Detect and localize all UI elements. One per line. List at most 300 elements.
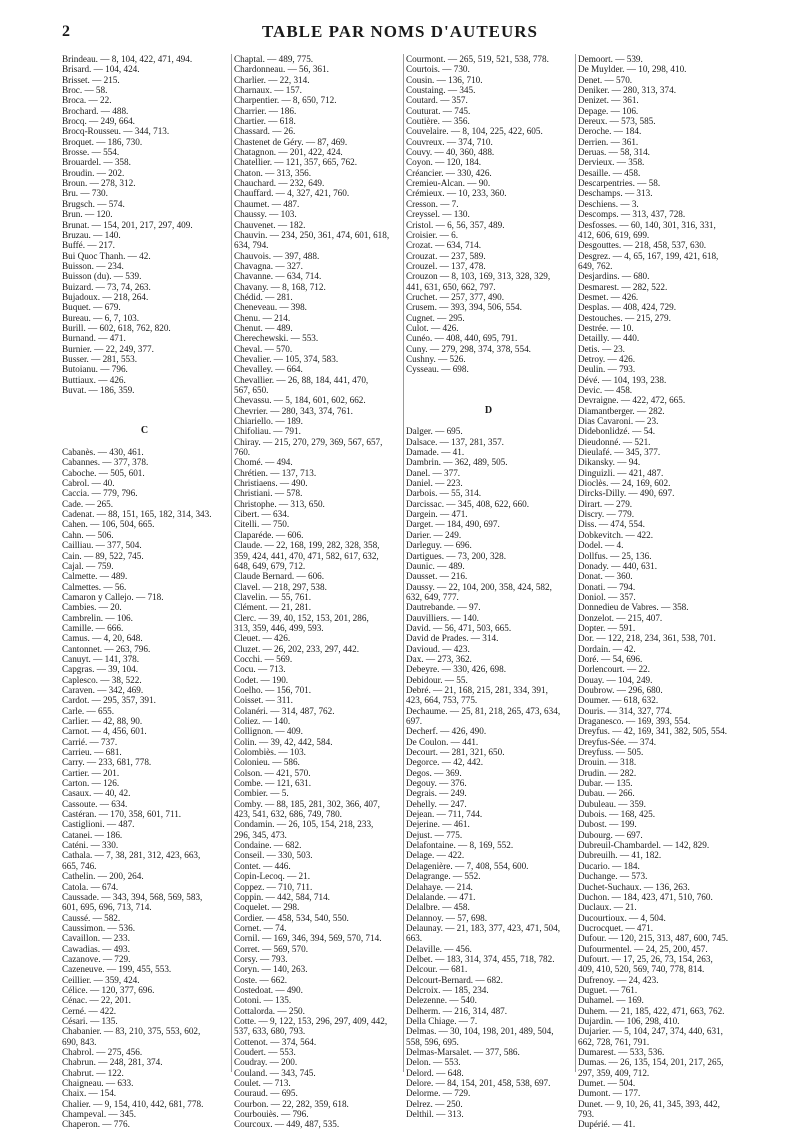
index-entry: Dordain. — 42. xyxy=(578,643,636,654)
section-letter: C xyxy=(140,425,149,437)
index-entry: Couvy. — 40, 360, 488. xyxy=(406,147,495,158)
index-entry: Catanei. — 186. xyxy=(62,829,123,840)
index-entry: Broc. — 58. xyxy=(62,85,108,96)
index-entry: Cabrol. — 40. xyxy=(62,478,115,489)
index-entry: Dévé. — 104, 193, 238. xyxy=(578,374,667,385)
index-entry: Christophe. — 313, 650. xyxy=(234,498,325,509)
index-entry: Dausset. — 216. xyxy=(406,571,468,582)
index-entry: Carton. — 126. xyxy=(62,778,120,789)
index-entry: Denet. — 570. xyxy=(578,74,633,85)
index-entry: Chaumet. — 487. xyxy=(234,198,300,209)
index-entry: Célice. — 120, 377, 696. xyxy=(62,984,155,995)
index-entry: Cahn. — 506. xyxy=(62,529,114,540)
index-entry: Brisard. — 104, 424. xyxy=(62,64,140,75)
index-entry: Ducourtioux. — 4, 504. xyxy=(578,912,666,923)
index-entry: Broca. — 22. xyxy=(62,95,112,106)
index-entry: Brisset. — 215. xyxy=(62,74,120,85)
index-entry: 648, 649, 679, 712. xyxy=(234,560,306,571)
index-entry: Danel. — 377. xyxy=(406,467,461,478)
index-entry: Cottenot. — 374, 564. xyxy=(234,1036,317,1047)
index-entry: Charlier. — 22, 314. xyxy=(234,74,310,85)
index-entry: Chatellier. — 121, 357, 665, 762. xyxy=(234,157,357,168)
index-entry: Cassoute. — 634. xyxy=(62,798,128,809)
index-entry: Bureau. — 6, 7, 103. xyxy=(62,312,140,323)
index-entry: Dunet. — 9, 10, 26, 41, 345, 393, 442, xyxy=(578,1098,720,1109)
index-entry: Chastenet de Géry. — 87, 469. xyxy=(234,136,348,147)
index-entry: Degorce. — 42, 442. xyxy=(406,757,484,768)
index-entry: Cousin. — 136, 710. xyxy=(406,74,483,85)
spacer xyxy=(406,416,571,426)
index-entry: Dollfus. — 25, 136. xyxy=(578,550,652,561)
index-entry: Dioclès. — 24, 169, 602. xyxy=(578,478,671,489)
index-entry: Cotoni. — 135. xyxy=(234,995,292,1006)
index-entry: Brun. — 120. xyxy=(62,209,113,220)
index-entry: Chaptal. — 489, 775. xyxy=(234,54,314,64)
index-entry: Delannoy. — 57, 698. xyxy=(406,912,488,923)
index-entry: Dubreuilh. — 41, 182. xyxy=(578,850,662,861)
index-entry: Claude. — 22, 168, 199, 282, 328, 358, xyxy=(234,540,380,551)
index-entry: Darcissac. — 345, 408, 622, 660. xyxy=(406,498,529,509)
index-entry: 423, 541, 632, 686, 749, 780. xyxy=(234,809,342,820)
index-entry: Cornet. — 74. xyxy=(234,922,287,933)
index-entry: Dufour. — 120, 215, 313, 487, 600, 745. xyxy=(578,933,729,944)
index-entry: Dalsace. — 137, 281, 357. xyxy=(406,436,504,447)
index-entry: Caussé. — 582. xyxy=(62,912,121,923)
spacer xyxy=(406,375,571,385)
index-entry: Cazanove. — 729. xyxy=(62,953,131,964)
index-entry: Calmettes. — 56. xyxy=(62,581,127,592)
index-entry: Deniker. — 280, 313, 374. xyxy=(578,85,676,96)
index-entry: Capgras. — 39, 104. xyxy=(62,664,139,675)
index-entry: Douay. — 104, 249. xyxy=(578,674,653,685)
index-entry: Chauvenet. — 182. xyxy=(234,219,306,230)
index-entry: Burill. — 602, 618, 762, 820. xyxy=(62,322,171,333)
index-entry: Cahen. — 106, 504, 665. xyxy=(62,519,155,530)
index-entry: Delmas-Marsalet. — 377, 586. xyxy=(406,1047,520,1057)
index-entry: Donady. — 440, 631. xyxy=(578,560,658,571)
index-entry: Culot. — 426. xyxy=(406,322,459,333)
index-entry: Brindeau. — 8, 104, 422, 471, 494. xyxy=(62,54,193,64)
index-entry: Carrieu. — 681. xyxy=(62,747,122,758)
index-entry: Buizard. — 73, 74, 263. xyxy=(62,281,151,292)
index-entry: Dikansky. — 94. xyxy=(578,457,641,468)
index-column-4 xyxy=(576,54,748,1130)
index-entry: Carrié. — 737. xyxy=(62,736,118,747)
index-entry: Buvat. — 186, 359. xyxy=(62,385,135,395)
index-entry: Chenut. — 489. xyxy=(234,322,293,333)
index-entry: Cordier. — 458, 534, 540, 550. xyxy=(234,912,349,923)
index-entry: Corret. — 569, 570. xyxy=(234,943,309,954)
spacer xyxy=(406,385,571,395)
index-entry: Coustaing. — 345. xyxy=(406,85,476,96)
index-entry: Courbon. — 22, 282, 359, 618. xyxy=(234,1098,349,1109)
index-column-1 xyxy=(60,54,232,1130)
index-entry: Delbet. — 183, 314, 374, 455, 718, 782. xyxy=(406,953,555,964)
index-entry: Duchon. — 184, 423, 471, 510, 760. xyxy=(578,891,713,902)
index-entry: Dumet. — 504. xyxy=(578,1078,636,1089)
index-entry: Didebonlidzé. — 54. xyxy=(578,426,656,437)
index-entry: Drouin. — 318. xyxy=(578,757,637,768)
index-entry: Darleguy. — 696. xyxy=(406,540,472,551)
index-entry: Cugnet. — 295. xyxy=(406,312,465,323)
index-entry: Cavaillon. — 233. xyxy=(62,933,130,944)
index-entry: Chaigneau. — 633. xyxy=(62,1078,134,1089)
index-entry: Descomps. — 313, 437, 728. xyxy=(578,209,686,220)
index-entry: Dejean. — 711, 744. xyxy=(406,809,483,820)
index-entry: Chabrun. — 248, 281, 374. xyxy=(62,1057,163,1068)
index-entry: Doniol. — 357. xyxy=(578,591,636,602)
index-entry: Coppez. — 710, 711. xyxy=(234,881,313,892)
index-entry: Decherf. — 426, 490. xyxy=(406,726,487,737)
index-entry: 663. xyxy=(406,933,423,944)
index-entry: Chabrol. — 275, 456. xyxy=(62,1047,143,1057)
index-entry: Doumer. — 618, 632. xyxy=(578,695,659,706)
index-entry: Delherm. — 216, 314, 487. xyxy=(406,1005,508,1016)
index-entry: Deroche. — 184. xyxy=(578,126,642,137)
index-entry: Delore. — 84, 154, 201, 458, 538, 697. xyxy=(406,1078,551,1089)
index-entry: Claparéde. — 606. xyxy=(234,529,304,540)
index-entry: Chomé. — 494. xyxy=(234,457,293,468)
index-entry: Coulet. — 713. xyxy=(234,1078,291,1089)
index-entry: Chenu. — 214. xyxy=(234,312,291,323)
index-entry: Delezenne. — 540. xyxy=(406,995,477,1006)
index-entry: Cailliau. — 377, 504. xyxy=(62,540,142,551)
index-entry: Caussimon. — 536. xyxy=(62,922,135,933)
index-entry: Cajal. — 759. xyxy=(62,560,114,571)
index-entry: Coquelet. — 298. xyxy=(234,902,300,913)
index-entry: Charpentier. — 8, 650, 712. xyxy=(234,95,337,106)
index-entry: Dartigues. — 73, 200, 328. xyxy=(406,550,507,561)
index-entry: Charrier. — 186. xyxy=(234,105,297,116)
index-entry: Crozat. — 634, 714. xyxy=(406,240,482,251)
index-entry: Delaville. — 456. xyxy=(406,943,472,954)
index-entry: Dalger. — 695. xyxy=(406,426,463,437)
index-entry: Devraigne. — 422, 472, 665. xyxy=(578,395,686,406)
index-entry: 297, 359, 409, 712. xyxy=(578,1067,650,1078)
index-entry: Demoort. — 539. xyxy=(578,54,643,64)
index-entry: Cotte. — 9, 122, 153, 296, 297, 409, 442, xyxy=(234,1015,388,1026)
index-entry: Duchange. — 573. xyxy=(578,871,648,882)
index-entry: 409, 410, 520, 569, 740, 778, 814. xyxy=(578,964,705,975)
index-entry: Canuyt. — 141, 378. xyxy=(62,653,140,664)
index-entry: Diss. — 474, 554. xyxy=(578,519,645,530)
index-entry: Copin-Lecoq. — 21. xyxy=(234,871,311,882)
index-entry: Donzelot. — 215, 407. xyxy=(578,612,663,623)
index-entry: Degos. — 369. xyxy=(406,767,462,778)
index-entry: Cénac. — 22, 201. xyxy=(62,995,131,1006)
index-entry: Chevrier. — 280, 343, 374, 761. xyxy=(234,405,353,416)
index-entry: Camaron y Callejo. — 718. xyxy=(62,591,164,602)
index-entry: Buisson. — 234. xyxy=(62,260,124,271)
index-entry: Delahaye. — 214. xyxy=(406,881,473,892)
index-entry: Cristol. — 6, 56, 357, 489. xyxy=(406,219,505,230)
index-entry: Coisset. — 311. xyxy=(234,695,293,706)
index-entry: Debidour. — 55. xyxy=(406,674,468,685)
index-entry: Delalande. — 471. xyxy=(406,891,476,902)
index-entry: Colombiès. — 103. xyxy=(234,747,306,758)
index-entry: Cleuet. — 426. xyxy=(234,633,291,644)
index-entry: Busser. — 281, 553. xyxy=(62,353,138,364)
index-entry: 662, 728, 761, 791. xyxy=(578,1036,650,1047)
index-entry: Delalbre. — 458. xyxy=(406,902,470,913)
index-entry: Bruzau. — 140. xyxy=(62,229,121,240)
index-entry: Dor. — 122, 218, 234, 361, 538, 701. xyxy=(578,633,716,644)
index-entry: Chavanne. — 634, 714. xyxy=(234,271,322,282)
index-entry: Delrez. — 250. xyxy=(406,1098,463,1109)
index-entry: Cazeneuve. — 199, 455, 553. xyxy=(62,964,172,975)
index-columns xyxy=(60,54,750,1130)
index-entry: Dieudonné. — 521. xyxy=(578,436,651,447)
index-entry: Citelli. — 750. xyxy=(234,519,290,530)
index-entry: Carle. — 655. xyxy=(62,705,115,716)
index-entry: Corsy. — 793. xyxy=(234,953,288,964)
index-entry: Croisier. — 6. xyxy=(406,229,459,240)
index-entry: Dreyfus-Sée. — 374. xyxy=(578,736,657,747)
index-entry: 296, 345, 473. xyxy=(234,829,287,840)
index-entry: 567, 650. xyxy=(234,385,269,395)
index-entry: David de Prades. — 314. xyxy=(406,633,499,644)
index-entry: Cartier. — 201. xyxy=(62,767,120,778)
index-entry: Cornil. — 169, 346, 394, 569, 570, 714. xyxy=(234,933,382,944)
index-entry: Darier. — 249. xyxy=(406,529,462,540)
index-entry: Couraud. — 695. xyxy=(234,1088,298,1099)
index-entry: Condamin. — 26, 105, 154, 218, 233, xyxy=(234,819,374,830)
index-entry: Desgouttes. — 218, 458, 537, 630. xyxy=(578,240,707,251)
index-entry: De Muylder. — 10, 298, 410. xyxy=(578,64,687,75)
index-entry: Cabanès. — 430, 461. xyxy=(62,447,144,458)
index-entry: Dautrebande. — 97. xyxy=(406,602,481,613)
index-entry: Cruchet. — 257, 377, 490. xyxy=(406,291,504,302)
index-entry: Dieulafé. — 345, 377. xyxy=(578,447,661,458)
index-entry: Clerc. — 39, 40, 152, 153, 201, 286, xyxy=(234,612,369,623)
index-entry: Dubourg. — 697. xyxy=(578,829,643,840)
index-entry: Creyssel. — 130. xyxy=(406,209,470,220)
index-entry: Césari. — 135. xyxy=(62,1015,118,1026)
index-entry: Calmette. — 489. xyxy=(62,571,128,582)
index-entry: Brochard. — 488. xyxy=(62,105,129,116)
index-entry: Christiaens. — 490. xyxy=(234,478,308,489)
index-entry: Dorlencourt. — 22. xyxy=(578,664,650,675)
index-entry: Dujardin. — 106, 298, 410. xyxy=(578,1015,680,1026)
index-entry: Cuny. — 279, 298, 374, 378, 554. xyxy=(406,343,531,354)
index-entry: Cunéo. — 408, 440, 695, 791. xyxy=(406,333,518,344)
index-entry: Debeyre. — 330, 426, 698. xyxy=(406,664,507,675)
index-entry: Deruas. — 58, 314. xyxy=(578,147,650,158)
index-entry: Coste. — 662. xyxy=(234,974,288,985)
index-entry: Dobkevitch. — 422. xyxy=(578,529,654,540)
index-entry: Detroy. — 426. xyxy=(578,353,636,364)
index-entry: Chevalley. — 664. xyxy=(234,364,303,375)
index-entry: Chardonneau. — 56, 361. xyxy=(234,64,329,75)
index-entry: Dreyfus. — 42, 169, 341, 382, 505, 554. xyxy=(578,726,728,737)
index-entry: Dehelly. — 247. xyxy=(406,798,467,809)
index-entry: Brugsch. — 574. xyxy=(62,198,125,209)
index-entry: Delafontaine. — 8, 169, 552. xyxy=(406,840,514,851)
index-entry: Crusem. — 393, 394, 506, 554. xyxy=(406,302,522,313)
index-entry: Delcourt-Bernard. — 682. xyxy=(406,974,503,985)
index-entry: Chevalier. — 105, 374, 583. xyxy=(234,353,339,364)
index-entry: Dufourmentel. — 24, 25, 200, 457. xyxy=(578,943,708,954)
page-title: TABLE PAR NOMS D'AUTEURS xyxy=(261,22,539,41)
index-entry: Discry. — 779. xyxy=(578,509,635,520)
index-entry: Créancier. — 330, 426. xyxy=(406,167,492,178)
index-entry: Chalier. — 9, 154, 410, 442, 681, 778. xyxy=(62,1098,204,1109)
index-entry: Contet. — 446. xyxy=(234,860,291,871)
index-entry: Chatagnon. — 201, 422, 424. xyxy=(234,147,343,158)
index-entry: Desmarest. — 282, 522. xyxy=(578,281,668,292)
index-entry: Dechaume. — 25, 81, 218, 265, 473, 634, xyxy=(406,705,561,716)
index-entry: Clément. — 21, 281. xyxy=(234,602,312,613)
index-entry: Cain. — 89, 522, 745. xyxy=(62,550,144,561)
index-entry: Chauffard. — 4, 327, 421, 760. xyxy=(234,188,350,199)
index-entry: Buffé. — 217. xyxy=(62,240,115,251)
index-entry: Coryn. — 140, 263. xyxy=(234,964,308,975)
index-entry: Cambies. — 20. xyxy=(62,602,122,613)
index-column-3 xyxy=(404,54,576,1120)
index-entry: Delaunay. — 21, 183, 377, 423, 471, 504, xyxy=(406,922,561,933)
index-entry: Delagrange. — 552. xyxy=(406,871,481,882)
index-entry: Dufrenoy. — 24, 423. xyxy=(578,974,659,985)
index-entry: Ducrocquet. — 471. xyxy=(578,922,654,933)
spacer xyxy=(62,406,227,416)
index-entry: Damade. — 41. xyxy=(406,447,465,458)
index-entry: 601, 695, 696, 713, 714. xyxy=(62,902,152,913)
index-entry: Cocchi. — 569. xyxy=(234,653,293,664)
index-entry: Daussy. — 22, 104, 200, 358, 424, 582, xyxy=(406,581,552,592)
index-entry: Christiani. — 578. xyxy=(234,488,303,499)
index-entry: Dubreuil-Chambardel. — 142, 829. xyxy=(578,840,710,851)
index-entry: Dubar. — 135. xyxy=(578,778,633,789)
index-entry: Cade. — 265. xyxy=(62,498,114,509)
index-entry: 558, 596, 695. xyxy=(406,1036,459,1047)
index-entry: Dervieux. — 358. xyxy=(578,157,645,168)
index-entry: Combe. — 121, 631. xyxy=(234,778,312,789)
index-entry: Deschiens. — 3. xyxy=(578,198,639,209)
index-entry: Dumarest. — 533, 536. xyxy=(578,1047,665,1057)
index-entry: Buttiaux. — 426. xyxy=(62,374,126,385)
index-entry: Crouzat. — 237, 589. xyxy=(406,250,486,261)
index-entry: Deschamps. — 313. xyxy=(578,188,653,199)
index-entry: Brosse. — 554. xyxy=(62,147,120,158)
index-entry: Bru. — 730. xyxy=(62,188,108,199)
index-entry: Ceillier. — 359, 424. xyxy=(62,974,140,985)
index-entry: Burnand. — 471. xyxy=(62,333,126,344)
index-entry: Delmas. — 30, 104, 198, 201, 489, 504, xyxy=(406,1026,554,1037)
index-entry: Darbois. — 55, 314. xyxy=(406,488,482,499)
index-entry: Broquet. — 186, 730. xyxy=(62,136,143,147)
spacer xyxy=(62,395,227,405)
index-entry: Coyon. — 120, 184. xyxy=(406,157,482,168)
index-entry: Douris. — 314, 327, 774. xyxy=(578,705,672,716)
index-entry: 537, 633, 680, 793. xyxy=(234,1026,306,1037)
page-number: 2 xyxy=(62,23,70,40)
index-entry: Dubois. — 168, 425. xyxy=(578,809,656,820)
index-entry: Dufourt. — 17, 25, 26, 73, 154, 263, xyxy=(578,953,713,964)
index-entry: Detailly. — 440. xyxy=(578,333,640,344)
index-entry: Colson. — 421, 570. xyxy=(234,767,311,778)
index-entry: Duhem. — 21, 185, 422, 471, 663, 762. xyxy=(578,1005,725,1016)
index-entry: Desjardins. — 680. xyxy=(578,271,650,282)
index-entry: Crouzon — 8, 103, 169, 313, 328, 329, xyxy=(406,271,551,282)
index-entry: Chavany. — 8, 168, 712. xyxy=(234,281,326,292)
index-entry: Camus. — 4, 20, 648. xyxy=(62,633,143,644)
index-entry: Chrétien. — 137, 713. xyxy=(234,467,317,478)
index-entry: Colanéri. — 314, 487, 762. xyxy=(234,705,335,716)
index-entry: Caténi. — 330. xyxy=(62,840,119,851)
index-entry: Cawadias. — 493. xyxy=(62,943,130,954)
index-entry: Coudray. — 200. xyxy=(234,1057,298,1068)
index-entry: 359, 424, 441, 470, 471, 582, 617, 632, xyxy=(234,550,379,561)
index-entry: David. — 56, 471, 503, 665. xyxy=(406,622,512,633)
index-entry: Brouardel. — 358. xyxy=(62,157,131,168)
index-entry: Chifoliau. — 791. xyxy=(234,426,301,437)
index-entry: Brunat. — 154, 201, 217, 297, 409. xyxy=(62,219,193,230)
index-entry: Cibert. — 634. xyxy=(234,509,290,520)
index-entry: Dubuleau. — 359. xyxy=(578,798,646,809)
index-entry: Delord. — 648. xyxy=(406,1067,464,1078)
index-entry: Chavagna. — 327. xyxy=(234,260,303,271)
index-entry: 423, 664, 753, 775. xyxy=(406,695,478,706)
index-entry: Duclaux. — 21. xyxy=(578,902,637,913)
index-entry: Coelho. — 156, 701. xyxy=(234,684,312,695)
section-letter: D xyxy=(484,404,493,416)
index-entry: Dax. — 273, 362. xyxy=(406,653,472,664)
index-entry: Depage. — 106. xyxy=(578,105,639,116)
index-entry: Chiray. — 215, 270, 279, 369, 567, 657, xyxy=(234,436,383,447)
index-entry: Collignon. — 409. xyxy=(234,726,303,737)
index-entry: Delagenière. — 7, 408, 554, 600. xyxy=(406,860,529,871)
index-entry: Casaux. — 40, 42. xyxy=(62,788,131,799)
index-entry: 690, 843. xyxy=(62,1036,97,1047)
index-entry: Cerné. — 422. xyxy=(62,1005,117,1016)
index-entry: Cluzet. — 26, 202, 233, 297, 442. xyxy=(234,643,360,654)
index-entry: Dupérié. — 41. xyxy=(578,1119,636,1130)
index-entry: Cathala. — 7, 38, 281, 312, 423, 663, xyxy=(62,850,201,861)
index-entry: Doubrow. — 296, 680. xyxy=(578,684,663,695)
index-entry: Destrée. — 10. xyxy=(578,322,634,333)
index-entry: Courtois. — 730. xyxy=(406,64,470,75)
index-entry: Della Chiage. — 7. xyxy=(406,1015,478,1026)
index-entry: Detis. — 23. xyxy=(578,343,625,354)
index-entry: Caraven. — 342, 469. xyxy=(62,684,144,695)
index-entry: Bujadoux. — 218, 264. xyxy=(62,291,149,302)
index-entry: Daunic. — 489. xyxy=(406,560,465,571)
index-entry: Carnot. — 4, 456, 601. xyxy=(62,726,147,737)
index-entry: Chiariello. — 189. xyxy=(234,416,303,427)
index-entry: Dodel. — 4. xyxy=(578,540,624,551)
index-entry: Claude Bernard. — 606. xyxy=(234,571,325,582)
index-entry: 412, 606, 619, 699. xyxy=(578,229,650,240)
index-entry: Chauchard. — 232, 649. xyxy=(234,178,325,189)
index-entry: Diamantberger. — 282. xyxy=(578,405,665,416)
index-entry: Dubost. — 199. xyxy=(578,819,637,830)
index-entry: Castiglioni. — 487. xyxy=(62,819,135,830)
index-entry: Dinguizli. — 421, 487. xyxy=(578,467,664,478)
index-entry: Devic. — 458. xyxy=(578,385,633,395)
index-entry: Debré. — 21, 168, 215, 281, 334, 391, xyxy=(406,684,548,695)
index-entry: Dujarier. — 5, 104, 247, 374, 440, 631, xyxy=(578,1026,723,1037)
index-entry: Cocu. — 713. xyxy=(234,664,286,675)
index-entry: Couvreux. — 374, 710. xyxy=(406,136,493,147)
index-entry: Cathelin. — 200, 264. xyxy=(62,871,144,882)
index-entry: Carlier. — 42, 88, 90. xyxy=(62,716,143,726)
index-entry: Chédid. — 281. xyxy=(234,291,293,302)
index-entry: 634, 794. xyxy=(234,240,269,251)
index-entry: Brocq-Rousseu. — 344, 713. xyxy=(62,126,170,137)
index-entry: Caussade. — 343, 394, 568, 569, 583, xyxy=(62,891,203,902)
index-entry: Cheval. — 570. xyxy=(234,343,293,354)
index-entry: Colin. — 39, 42, 442, 584. xyxy=(234,736,333,747)
